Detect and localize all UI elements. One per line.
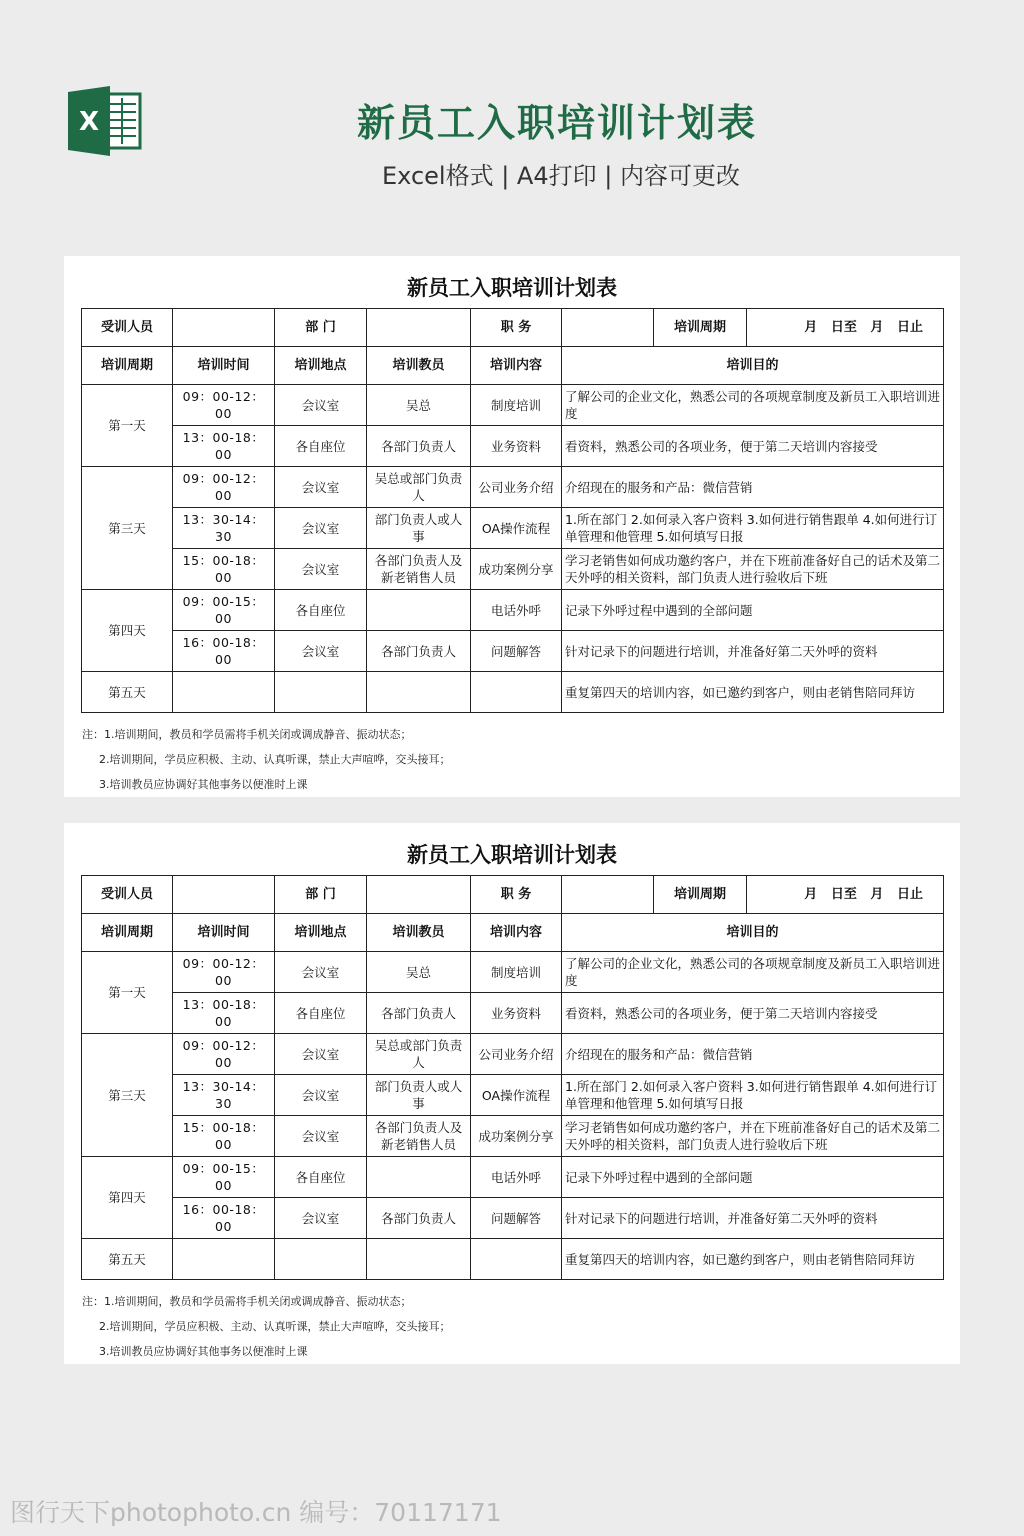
note-line: 2.培训期间，学员应积极、主动、认真听课，禁止大声喧哗，交头接耳； xyxy=(99,753,451,766)
page-title: 新员工入职培训计划表 xyxy=(356,101,757,145)
info-row xyxy=(82,876,944,914)
purpose-cell: 看资料，熟悉公司的各项业务，便于第二天培训内容接受 xyxy=(562,993,944,1034)
table-row xyxy=(82,993,944,1034)
teacher-cell: 各部门负责人 xyxy=(367,631,471,672)
note-line: 注：1.培训期间，教员和学员需将手机关闭或调成静音、振动状态； xyxy=(82,1295,412,1308)
period-label: 培训周期 xyxy=(654,876,747,913)
table-row xyxy=(82,467,944,508)
time-cell: 09：00-12：00 xyxy=(173,385,275,426)
place-cell: 各自座位 xyxy=(275,993,367,1034)
col-header: 培训周期 xyxy=(82,347,173,385)
note-line: 注：1.培训期间，教员和学员需将手机关闭或调成静音、振动状态； xyxy=(82,728,412,741)
time-cell: 16：00-18：00 xyxy=(173,1198,275,1239)
content-cell: OA操作流程 xyxy=(471,508,562,549)
trainee-label: 受训人员 xyxy=(82,309,173,347)
col-header: 培训目的 xyxy=(562,347,944,385)
excel-logo-letter: X xyxy=(78,107,100,137)
teacher-cell xyxy=(367,672,471,713)
sheet-preview-2 xyxy=(64,823,960,1364)
dept-value xyxy=(367,876,471,914)
watermark: 图行天下photophoto.cn 编号：70117171 xyxy=(10,1498,502,1527)
col-header: 培训地点 xyxy=(275,914,367,952)
content-cell: 电话外呼 xyxy=(471,590,562,631)
place-cell: 会议室 xyxy=(275,631,367,672)
teacher-cell: 部门负责人或人事 xyxy=(367,508,471,549)
day-cell: 第五天 xyxy=(82,672,173,713)
place-cell: 会议室 xyxy=(275,508,367,549)
place-cell: 会议室 xyxy=(275,549,367,590)
day-cell: 第三天 xyxy=(82,467,173,590)
time-cell: 13：30-14：30 xyxy=(173,508,275,549)
teacher-cell xyxy=(367,590,471,631)
col-header: 培训内容 xyxy=(471,914,562,952)
content-cell: 公司业务介绍 xyxy=(471,467,562,508)
position-label: 职 务 xyxy=(471,309,562,347)
dept-label: 部 门 xyxy=(275,309,367,347)
note-line: 2.培训期间，学员应积极、主动、认真听课，禁止大声喧哗，交头接耳； xyxy=(99,1320,451,1333)
time-cell: 09：00-15：00 xyxy=(173,1157,275,1198)
content-cell: 公司业务介绍 xyxy=(471,1034,562,1075)
time-cell: 09：00-12：00 xyxy=(173,952,275,993)
place-cell: 各自座位 xyxy=(275,590,367,631)
place-cell: 会议室 xyxy=(275,467,367,508)
teacher-cell: 各部门负责人 xyxy=(367,1198,471,1239)
content-cell: 问题解答 xyxy=(471,1198,562,1239)
content-cell: 业务资料 xyxy=(471,993,562,1034)
table-row xyxy=(82,590,944,631)
time-cell: 09：00-15：00 xyxy=(173,590,275,631)
col-header: 培训目的 xyxy=(562,914,944,952)
place-cell: 会议室 xyxy=(275,1075,367,1116)
table-row xyxy=(82,1157,944,1198)
time-cell xyxy=(173,1239,275,1280)
content-cell: 制度培训 xyxy=(471,952,562,993)
place-cell: 会议室 xyxy=(275,1116,367,1157)
teacher-cell: 各部门负责人 xyxy=(367,426,471,467)
col-header: 培训教员 xyxy=(367,914,471,952)
time-cell: 16：00-18：00 xyxy=(173,631,275,672)
purpose-cell: 记录下外呼过程中遇到的全部问题 xyxy=(562,1157,944,1198)
time-cell xyxy=(173,672,275,713)
table-row xyxy=(82,1116,944,1157)
table-row xyxy=(82,426,944,467)
purpose-cell: 1.所在部门 2.如何录入客户资料 3.如何进行销售跟单 4.如何进行订单管理和他管理 5.如何填写日报 xyxy=(562,1075,944,1116)
time-cell: 15：00-18：00 xyxy=(173,1116,275,1157)
content-cell: 成功案例分享 xyxy=(471,549,562,590)
trainee-value xyxy=(173,876,275,914)
table-row xyxy=(82,1075,944,1116)
position-value xyxy=(562,309,654,347)
info-row xyxy=(82,309,944,347)
purpose-cell: 记录下外呼过程中遇到的全部问题 xyxy=(562,590,944,631)
table-row xyxy=(82,1239,944,1280)
table-row xyxy=(82,1198,944,1239)
time-cell: 13：30-14：30 xyxy=(173,1075,275,1116)
place-cell: 会议室 xyxy=(275,385,367,426)
table-row xyxy=(82,385,944,426)
column-header-row xyxy=(82,347,944,385)
teacher-cell: 各部门负责人及新老销售人员 xyxy=(367,1116,471,1157)
sheet-title: 新员工入职培训计划表 xyxy=(407,276,617,300)
table-row xyxy=(82,508,944,549)
content-cell: 问题解答 xyxy=(471,631,562,672)
place-cell xyxy=(275,1239,367,1280)
table-row xyxy=(82,1034,944,1075)
sheet-preview-1 xyxy=(64,256,960,797)
content-cell: 业务资料 xyxy=(471,426,562,467)
teacher-cell: 各部门负责人及新老销售人员 xyxy=(367,549,471,590)
teacher-cell xyxy=(367,1239,471,1280)
period-cell xyxy=(654,876,944,914)
time-cell: 09：00-12：00 xyxy=(173,467,275,508)
purpose-cell: 介绍现在的服务和产品：微信营销 xyxy=(562,1034,944,1075)
teacher-cell: 吴总或部门负责人 xyxy=(367,467,471,508)
content-cell xyxy=(471,1239,562,1280)
dept-label: 部 门 xyxy=(275,876,367,914)
trainee-label: 受训人员 xyxy=(82,876,173,914)
purpose-cell: 了解公司的企业文化，熟悉公司的各项规章制度及新员工入职培训进度 xyxy=(562,952,944,993)
place-cell: 各自座位 xyxy=(275,426,367,467)
table-row xyxy=(82,672,944,713)
purpose-cell: 学习老销售如何成功邀约客户，并在下班前准备好自己的话术及第二天外呼的相关资料，部门负责人进行验收后下班 xyxy=(562,549,944,590)
purpose-cell: 介绍现在的服务和产品：微信营销 xyxy=(562,467,944,508)
purpose-cell: 针对记录下的问题进行培训，并准备好第二天外呼的资料 xyxy=(562,1198,944,1239)
trainee-value xyxy=(173,309,275,347)
content-cell: OA操作流程 xyxy=(471,1075,562,1116)
table-row xyxy=(82,952,944,993)
position-value xyxy=(562,876,654,914)
note-line: 3.培训教员应协调好其他事务以便准时上课 xyxy=(99,1345,308,1358)
col-header: 培训地点 xyxy=(275,347,367,385)
purpose-cell: 1.所在部门 2.如何录入客户资料 3.如何进行销售跟单 4.如何进行订单管理和他管理 5.如何填写日报 xyxy=(562,508,944,549)
table-row xyxy=(82,549,944,590)
period-value: 月 日至 月 日止 xyxy=(804,887,923,902)
column-header-row xyxy=(82,914,944,952)
notes xyxy=(82,722,451,797)
page-subtitle: Excel格式 | A4打印 | 内容可更改 xyxy=(382,162,740,190)
day-cell: 第一天 xyxy=(82,385,173,467)
training-plan-table xyxy=(81,308,944,713)
day-cell: 第四天 xyxy=(82,1157,173,1239)
training-plan-table xyxy=(81,875,944,1280)
day-cell: 第五天 xyxy=(82,1239,173,1280)
place-cell: 会议室 xyxy=(275,952,367,993)
col-header: 培训时间 xyxy=(173,914,275,952)
purpose-cell: 针对记录下的问题进行培训，并准备好第二天外呼的资料 xyxy=(562,631,944,672)
place-cell xyxy=(275,672,367,713)
place-cell: 会议室 xyxy=(275,1034,367,1075)
content-cell xyxy=(471,672,562,713)
period-label: 培训周期 xyxy=(654,309,747,346)
time-cell: 09：00-12：00 xyxy=(173,1034,275,1075)
col-header: 培训时间 xyxy=(173,347,275,385)
col-header: 培训教员 xyxy=(367,347,471,385)
teacher-cell: 吴总 xyxy=(367,385,471,426)
purpose-cell: 看资料，熟悉公司的各项业务，便于第二天培训内容接受 xyxy=(562,426,944,467)
place-cell: 各自座位 xyxy=(275,1157,367,1198)
teacher-cell: 吴总或部门负责人 xyxy=(367,1034,471,1075)
table-row xyxy=(82,631,944,672)
day-cell: 第四天 xyxy=(82,590,173,672)
teacher-cell xyxy=(367,1157,471,1198)
purpose-cell: 了解公司的企业文化，熟悉公司的各项规章制度及新员工入职培训进度 xyxy=(562,385,944,426)
sheet-title: 新员工入职培训计划表 xyxy=(407,843,617,867)
col-header: 培训周期 xyxy=(82,914,173,952)
purpose-cell: 学习老销售如何成功邀约客户，并在下班前准备好自己的话术及第二天外呼的相关资料，部门负责人进行验收后下班 xyxy=(562,1116,944,1157)
purpose-cell: 重复第四天的培训内容，如已邀约到客户，则由老销售陪同拜访 xyxy=(562,672,944,713)
notes xyxy=(82,1289,451,1364)
note-line: 3.培训教员应协调好其他事务以便准时上课 xyxy=(99,778,308,791)
teacher-cell: 吴总 xyxy=(367,952,471,993)
time-cell: 13：00-18：00 xyxy=(173,426,275,467)
content-cell: 成功案例分享 xyxy=(471,1116,562,1157)
day-cell: 第三天 xyxy=(82,1034,173,1157)
content-cell: 制度培训 xyxy=(471,385,562,426)
position-label: 职 务 xyxy=(471,876,562,914)
content-cell: 电话外呼 xyxy=(471,1157,562,1198)
place-cell: 会议室 xyxy=(275,1198,367,1239)
col-header: 培训内容 xyxy=(471,347,562,385)
time-cell: 15：00-18：00 xyxy=(173,549,275,590)
dept-value xyxy=(367,309,471,347)
teacher-cell: 各部门负责人 xyxy=(367,993,471,1034)
time-cell: 13：00-18：00 xyxy=(173,993,275,1034)
period-value: 月 日至 月 日止 xyxy=(804,320,923,335)
day-cell: 第一天 xyxy=(82,952,173,1034)
teacher-cell: 部门负责人或人事 xyxy=(367,1075,471,1116)
period-cell xyxy=(654,309,944,347)
purpose-cell: 重复第四天的培训内容，如已邀约到客户，则由老销售陪同拜访 xyxy=(562,1239,944,1280)
